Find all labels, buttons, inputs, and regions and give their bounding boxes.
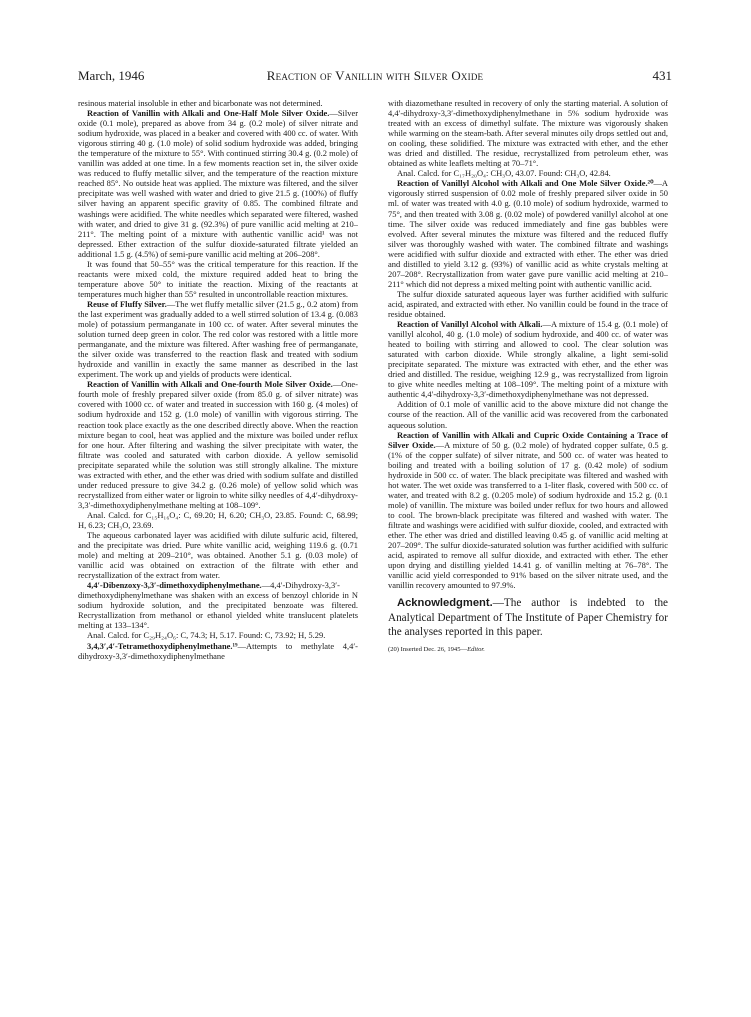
paragraph-text: The sulfur dioxide saturated aqueous layer was further acidified with sulfuric acid, aspirated, and extracted with ether. No vanillin could be found in the trace of residue obtained.	[388, 288, 668, 319]
acknowledgment	[388, 596, 668, 639]
paragraph-text: —A mixture of 50 g. (0.2 mole) of hydrated copper sulfate, 0.5 g. (1% of the copper sulfate) of silver nitrate, and 500 cc. of water was heated to boiling and treated with a boiling solution of 17 g. (0.42 mole) of sodium hydroxide in 500 cc. of water. The black precipitate was filtered and washed with hot water. The wet oxide was transferred to a 1-liter flask, covered with 500 cc. of water, and treated with 8.2 g. (0.205 mole) of sodium hydroxide and 15.2 g. (0.1 mole) of vanillin. The mixture was boiled under reflux for two hours and allowed to cool. The brown-black precipitate was filtered and washed with water. The filtrate and washings were acidified with sulfur dioxide, cooled, and extracted with ether. The ether was dried and distilled leaving 0.45 g. of vanillic acid melting at 207–209°. The sulfur dioxide-saturated solution was further acidified with sulfuric acid, aspirated to remove all sulfur dioxide, and extracted with ether. The ether upon drying and distilling yielded 14.41 g. of vanillin melting at 76–78°. The vanillic acid yield corresponded to 91% based on the silver nitrate used, and the vanillin recovery amounted to 97.9%.	[388, 439, 668, 591]
header-date: March, 1946	[78, 68, 145, 83]
acknowledgment-title: Acknowledgment.	[397, 597, 493, 610]
section-heading: Reaction of Vanillyl Alcohol with Alkali and One Mole Silver Oxide.²⁰	[397, 178, 654, 189]
paragraph-text: resinous material insoluble in ether and bicarbonate was not determined.	[78, 98, 323, 108]
section-heading: Reaction of Vanillin with Alkali and One-Half Mole Silver Oxide.	[87, 108, 330, 119]
paragraph-text: with diazomethane resulted in recovery of only the starting material. A solution of 4,4′-dihydroxy-3,3′-dimethoxydiphenylmethane in 5% sodium hydroxide was treated with an excess of dimethyl sulfate. The mixture was vigorously shaken while warming on the steam-bath. After several minutes oily drops settled out and, on cooling, these solidified. The mixture was extracted with ether, and the ether was dried and distilled. The residue, recrystallized from petroleum ether, was obtained as white leaflets melting at 70–71°.	[388, 98, 668, 169]
paragraph	[78, 630, 358, 640]
paragraph-text: —Silver oxide (0.1 mole), prepared as above from 34 g. (0.2 mole) of silver nitrate and sodium hydroxide, was placed in a beaker and covered with 400 cc. of water. With vigorous stirring 40 g. (1.0 mole) of solid sodium hydroxide was added, bringing the temperature of the mixture to 55°. With continued stirring 30.4 g. (0.2 mole) of vanillin was added at one time. In a few moments reaction set in, the silver oxide was reduced to fluffy metallic silver, and the temperature of the reaction mixture reached 85°. No outside heat was applied. The mixture was filtered, and the silver precipitate was well washed with water and dried to give 21.5 g. (100%) of fluffy silver having an apparent specific gravity of 0.85. The combined filtrate and washings were acidified. The white needles which separated were filtered, washed with water, and dried to give 31 g. (92.3%) of pure vanillic acid melting at 210–211°. The melting point of a mixture with authentic vanillic acid¹ was not depressed. Ether extraction of the sulfur dioxide-saturated filtrate yielded an additional 1.5 g. (4.5%) of semi-pure vanillic acid melting at 206–208°.	[78, 108, 358, 259]
paragraph-text: The aqueous carbonated layer was acidified with dilute sulfuric acid, filtered, and the precipitate was dried. Pure white vanillic acid, weighing 119.6 g. (0.71 mole) and melting at 209–210°, was obtained. Another 5.1 g. (0.03 mole) of vanillic acid was obtained on extraction of the filtrate with ether and recrystallization of the extract from water.	[78, 530, 358, 581]
header-title: Reaction of Vanillin with Silver Oxide	[266, 68, 484, 83]
section-heading: Reaction of Vanillyl Alcohol with Alkali.	[397, 319, 543, 330]
paragraph	[388, 399, 668, 429]
right-column	[388, 98, 668, 998]
paragraph-text: —The author is indebted to the Analytical Department of The Institute of Paper Chemistry for the analyses reported in this paper.	[388, 597, 668, 638]
paragraph	[78, 299, 358, 379]
paragraph	[388, 430, 668, 591]
paragraph-text: —Attempts to methylate 4,4′-dihydroxy-3,3′-dimethoxydiphenylmethane	[78, 640, 358, 661]
section-heading: Reaction of Vanillin with Alkali and Cupric Oxide Containing a Trace of Silver Oxide.	[388, 429, 668, 450]
footnote-editor: Editor.	[467, 645, 485, 653]
running-header	[78, 68, 672, 84]
paragraph	[78, 641, 358, 661]
paragraph	[78, 510, 358, 530]
paragraph-text: It was found that 50–55° was the critical temperature for this reaction. If the reactants were mixed cold, the mixture required added heat to bring the temperature above 50° to initiate the reaction. Mixing of the reactants at temperatures much higher than 55° resulted in uncontrollable reaction mixtures.	[78, 258, 358, 299]
section-heading: Reaction of Vanillin with Alkali and One-fourth Mole Silver Oxide.	[87, 379, 333, 390]
paragraph	[388, 178, 668, 289]
paragraph	[78, 108, 358, 259]
section-heading: 4,4′-Dibenzoxy-3,3′-dimethoxydiphenylmethane.	[87, 580, 262, 591]
paragraph	[388, 319, 668, 399]
paragraph	[78, 259, 358, 299]
paragraph-text: Anal. Calcd. for C₂₉H₂₄O₆: C, 74.3; H, 5.17. Found: C, 73.92; H, 5.29.	[87, 630, 326, 641]
paragraph	[78, 98, 358, 108]
paragraph	[388, 168, 668, 178]
paragraph-text: Anal. Calcd. for C₁₅H₁₆O₄: C, 69.20; H, 6.20; CH₃O, 23.85. Found: C, 68.99; H, 6.23; CH₃O, 23.69.	[78, 509, 358, 530]
paragraph-text: (20) Inserted Dec. 26, 1945—	[388, 645, 468, 653]
paragraph-text: —A vigorously stirred suspension of 0.02 mole of freshly prepared silver oxide in 50 ml. of water was treated with 4.0 g. (0.10 mole) of sodium hydroxide, warmed to 75°, and then treated with 3.08 g. (0.02 mole) of powdered vanillyl alcohol at one time. The silver oxide was reduced immediately and fine gas bubbles were evolved. After several minutes the mixture was filtered and the reduced fluffy silver was thoroughly washed with water. The combined filtrate and washings were acidified with sulfur dioxide and extracted with ether. The ether was dried and distilled to yield 3.12 g. (93%) of vanillic acid as white crystals melting at 207–208°. Recrystallization from water gave pure vanillic acid melting at 210–211° which did not depress a mixed melting point with authentic vanillic acid.	[388, 178, 668, 289]
paragraph	[78, 379, 358, 510]
footnote	[388, 645, 668, 654]
paragraph-text: —4,4′-Dihydroxy-3,3′-dimethoxydiphenylmethane was shaken with an excess of benzoyl chloride in N sodium hydroxide solution, and the precipitated benzoate was filtered. Recrystallization from methanol or ethanol yielded white translucent platelets melting at 133–134°.	[78, 580, 358, 631]
paragraph	[78, 580, 358, 630]
section-heading: Reuse of Fluffy Silver.	[87, 298, 167, 309]
paragraph	[78, 530, 358, 580]
paragraph-text: —The wet fluffy metallic silver (21.5 g., 0.2 atom) from the last experiment was gradually added to a well stirred solution of 13.4 g. (0.083 mole) of potassium permanganate in 100 cc. of water. After several minutes the solution turned deep green in color. The red color was restored with a little more permanganate, and the mixture was filtered. After washing free of permanganate, the silver oxide was transferred to the reaction flask and treated with sodium hydroxide and vanillin in exactly the same manner as described in the last experiment. The work up and yields of products were identical.	[78, 298, 358, 380]
paragraph	[388, 289, 668, 319]
paragraph-text: —A mixture of 15.4 g. (0.1 mole) of vanillyl alcohol, 40 g. (1.0 mole) of sodium hydroxide, and 400 cc. of water was heated to boiling with stirring and allowed to cool. The clear solution was saturated with carbon dioxide. While strongly alkaline, a light semi-solid precipitate separated. The mixture was extracted with ether, and the ether was dried and distilled. The residue, weighing 12.9 g., was recrystallized from ligroin to give white needles melting at 108–109°. The melting point of a mixture with authentic 4,4′-dihydroxy-3,3′-dimethoxydiphenylmethane was not depressed.	[388, 319, 668, 400]
section-heading: 3,4,3′,4′-Tetramethoxydiphenylmethane.¹⁹	[87, 640, 238, 651]
left-column	[78, 98, 358, 998]
paragraph-text: —One-fourth mole of freshly prepared silver oxide (from 85.0 g. of silver nitrate) was covered with 1000 cc. of water and treated in succession with 160 g. (4 moles) of sodium hydroxide and 152 g. (1.0 mole) of vanillin with vigorous stirring. The reaction took place exactly as the one described directly above. When the reaction mixture began to cool, heat was applied and the mixture was boiled under reflux for one hour. After filtering and washing the silver precipitate with water, the filtrate was cooled and saturated with carbon dioxide. A yellow semisolid precipitate separated while the solution was still strongly alkaline. The mixture was extracted with ether, and the ether was dried with sodium sulfate and distilled under reduced pressure to give 34.2 g. (0.26 mole) of yellow solid which was recrystallized from either water or ligroin to white silky needles of 4,4′-dihydroxy-3,3′-dimethoxydiphenylmethane melting at 108–109°.	[78, 379, 358, 510]
page-number: 431	[652, 68, 672, 83]
paragraph-text: Addition of 0.1 mole of vanillic acid to the above mixture did not change the course of the reaction. All of the vanillic acid was recovered from the carbonated aqueous solution.	[388, 399, 668, 430]
paragraph	[388, 98, 668, 168]
paragraph-text: Anal. Calcd. for C₁₇H₂₀O₄: CH₃O, 43.07. Found: CH₃O, 42.84.	[397, 168, 611, 179]
